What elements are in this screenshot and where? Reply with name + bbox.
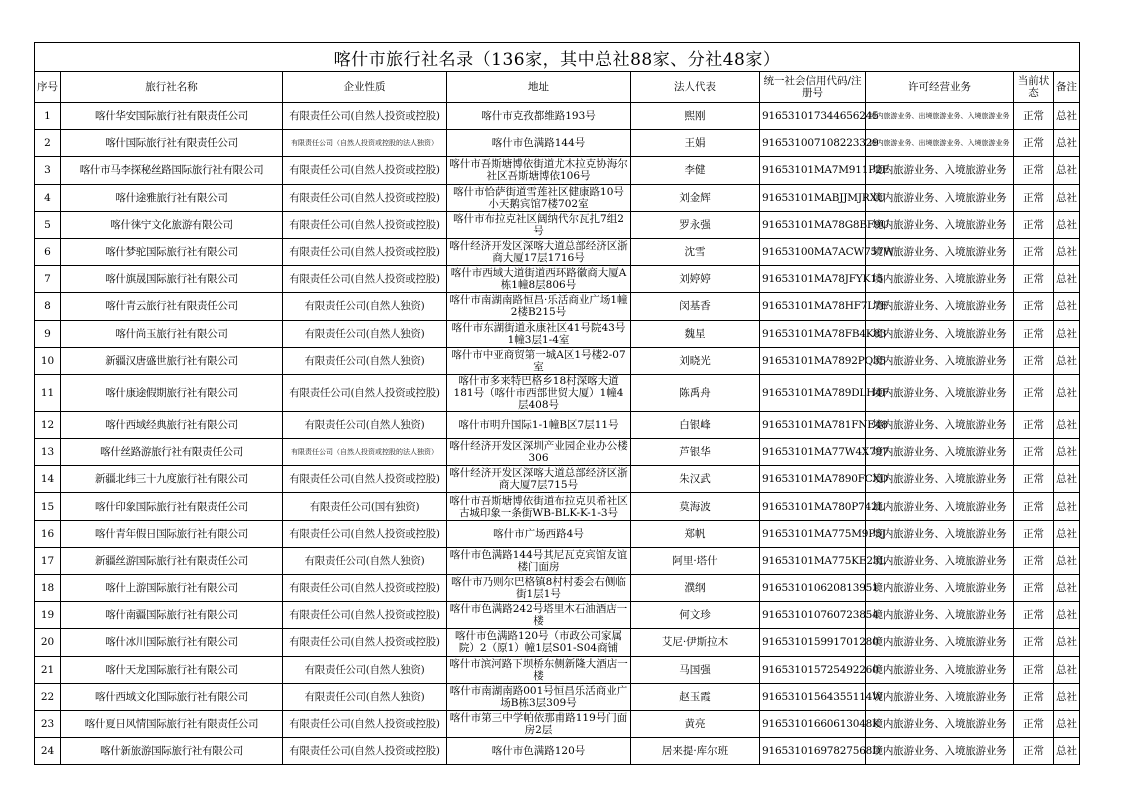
enterprise-type-cell: 有限责任公司(自然人投资或控股) bbox=[283, 602, 447, 629]
table-row bbox=[35, 683, 1080, 710]
table-row bbox=[35, 656, 1080, 683]
enterprise-type-cell: 有限责任公司(自然人投资或控股) bbox=[283, 266, 447, 293]
legal-representative-cell: 何文珍 bbox=[631, 602, 760, 629]
business-scope-cell: 境内旅游业务、入境旅游业务 bbox=[866, 211, 1014, 238]
table-row bbox=[35, 293, 1080, 320]
address-cell: 喀什市明升国际1-1幢B区7层11号 bbox=[447, 411, 631, 438]
business-scope-cell: 境内旅游业务、入境旅游业务 bbox=[866, 238, 1014, 265]
business-scope-cell: 境内旅游业务、出境旅游业务、入境旅游业务 bbox=[866, 130, 1014, 157]
business-scope-cell: 境内旅游业务、入境旅游业务 bbox=[866, 710, 1014, 737]
agency-name-cell: 喀什青年假日国际旅行社有限公司 bbox=[61, 520, 283, 547]
enterprise-type-cell: 有限责任公司(自然人独资) bbox=[283, 347, 447, 374]
agency-name-cell: 喀什梦驼国际旅行社有限公司 bbox=[61, 238, 283, 265]
row-number-cell: 6 bbox=[35, 238, 61, 265]
status-cell: 正常 bbox=[1014, 347, 1054, 374]
row-number-cell: 2 bbox=[35, 130, 61, 157]
agency-name-cell: 喀什青云旅行社有限责任公司 bbox=[61, 293, 283, 320]
business-scope-cell: 境内旅游业务、入境旅游业务 bbox=[866, 602, 1014, 629]
address-cell: 喀什市色满路242号塔里木石油酒店一楼 bbox=[447, 602, 631, 629]
address-cell: 喀什市南湖南路001号恒昌乐活商业广场B栋3层309号 bbox=[447, 683, 631, 710]
credit-code-cell: 91653101MA78FB4K83 bbox=[760, 320, 866, 347]
row-number-cell: 4 bbox=[35, 184, 61, 211]
legal-representative-cell: 濮纲 bbox=[631, 575, 760, 602]
agency-name-cell: 喀什西域经典旅行社有限公司 bbox=[61, 411, 283, 438]
agency-name-cell: 新疆汉唐盛世旅行社有限公司 bbox=[61, 347, 283, 374]
table-row bbox=[35, 266, 1080, 293]
legal-representative-cell: 芦银华 bbox=[631, 439, 760, 466]
status-cell: 正常 bbox=[1014, 320, 1054, 347]
credit-code-cell: 916531015991701280 bbox=[760, 629, 866, 656]
enterprise-type-cell: 有限责任公司(自然人投资或控股) bbox=[283, 157, 447, 184]
address-cell: 喀什市色满路120号（市政公司家属院）2（原1）幢1层S01-S04商铺 bbox=[447, 629, 631, 656]
remark-cell: 总社 bbox=[1054, 266, 1080, 293]
table-row bbox=[35, 602, 1080, 629]
credit-code-cell: 91653101MA78HF7L7E bbox=[760, 293, 866, 320]
legal-representative-cell: 罗永强 bbox=[631, 211, 760, 238]
table-row bbox=[35, 439, 1080, 466]
legal-representative-cell: 陈禹舟 bbox=[631, 374, 760, 411]
address-cell: 喀什市色满路144号其尼瓦克宾馆友谊楼门面房 bbox=[447, 547, 631, 574]
row-number-cell: 18 bbox=[35, 575, 61, 602]
legal-representative-cell: 艾尼·伊斯拉木 bbox=[631, 629, 760, 656]
status-cell: 正常 bbox=[1014, 493, 1054, 520]
row-number-cell: 22 bbox=[35, 683, 61, 710]
row-number-cell: 24 bbox=[35, 738, 61, 765]
agency-name-cell: 喀什南疆国际旅行社有限公司 bbox=[61, 602, 283, 629]
address-cell: 喀什市滨河路下坝桥东侧新隆大酒店一楼 bbox=[447, 656, 631, 683]
agency-name-cell: 喀什途雅旅行社有限公司 bbox=[61, 184, 283, 211]
table-row bbox=[35, 629, 1080, 656]
legal-representative-cell: 闵基香 bbox=[631, 293, 760, 320]
table-row bbox=[35, 411, 1080, 438]
remark-cell: 总社 bbox=[1054, 293, 1080, 320]
business-scope-cell: 境内旅游业务、入境旅游业务 bbox=[866, 575, 1014, 602]
status-cell: 正常 bbox=[1014, 130, 1054, 157]
business-scope-cell: 境内旅游业务、入境旅游业务 bbox=[866, 439, 1014, 466]
business-scope-cell: 境内旅游业务、入境旅游业务 bbox=[866, 320, 1014, 347]
business-scope-cell: 境内旅游业务、入境旅游业务 bbox=[866, 184, 1014, 211]
table-row bbox=[35, 466, 1080, 493]
status-cell: 正常 bbox=[1014, 211, 1054, 238]
status-cell: 正常 bbox=[1014, 266, 1054, 293]
status-cell: 正常 bbox=[1014, 575, 1054, 602]
business-scope-cell: 境内旅游业务、入境旅游业务 bbox=[866, 266, 1014, 293]
credit-code-cell: 916531015725492260 bbox=[760, 656, 866, 683]
enterprise-type-cell: 有限责任公司(自然人投资或控股) bbox=[283, 738, 447, 765]
legal-representative-cell: 马国强 bbox=[631, 656, 760, 683]
enterprise-type-cell: 有限责任公司(自然人独资) bbox=[283, 547, 447, 574]
status-cell: 正常 bbox=[1014, 710, 1054, 737]
table-row bbox=[35, 320, 1080, 347]
enterprise-type-cell: 有限责任公司(自然人独资) bbox=[283, 683, 447, 710]
table-row bbox=[35, 211, 1080, 238]
status-cell: 正常 bbox=[1014, 602, 1054, 629]
header-rep: 法人代表 bbox=[631, 72, 760, 103]
legal-representative-cell: 朱汉武 bbox=[631, 466, 760, 493]
status-cell: 正常 bbox=[1014, 238, 1054, 265]
remark-cell: 总社 bbox=[1054, 710, 1080, 737]
business-scope-cell: 境内旅游业务、入境旅游业务 bbox=[866, 683, 1014, 710]
table-row bbox=[35, 520, 1080, 547]
row-number-cell: 1 bbox=[35, 103, 61, 130]
row-number-cell: 23 bbox=[35, 710, 61, 737]
table-row bbox=[35, 130, 1080, 157]
status-cell: 正常 bbox=[1014, 683, 1054, 710]
row-number-cell: 19 bbox=[35, 602, 61, 629]
legal-representative-cell: 刘晓光 bbox=[631, 347, 760, 374]
status-cell: 正常 bbox=[1014, 103, 1054, 130]
agency-name-cell: 喀什华安国际旅行社有限责任公司 bbox=[61, 103, 283, 130]
table-row bbox=[35, 184, 1080, 211]
status-cell: 正常 bbox=[1014, 374, 1054, 411]
credit-code-cell: 91653101697827568D bbox=[760, 738, 866, 765]
legal-representative-cell: 阿里·塔什 bbox=[631, 547, 760, 574]
remark-cell: 总社 bbox=[1054, 320, 1080, 347]
table-row bbox=[35, 157, 1080, 184]
row-number-cell: 21 bbox=[35, 656, 61, 683]
agency-name-cell: 喀什市马李探秘丝路国际旅行社有限公司 bbox=[61, 157, 283, 184]
remark-cell: 总社 bbox=[1054, 547, 1080, 574]
agency-name-cell: 新疆丝游国际旅行社有限责任公司 bbox=[61, 547, 283, 574]
address-cell: 喀什市东湖街道永康社区41号院43号1幢3层1-4室 bbox=[447, 320, 631, 347]
agency-name-cell: 喀什徕宁文化旅游有限公司 bbox=[61, 211, 283, 238]
enterprise-type-cell: 有限责任公司(自然人投资或控股) bbox=[283, 575, 447, 602]
credit-code-cell: 916531007108223329 bbox=[760, 130, 866, 157]
remark-cell: 总社 bbox=[1054, 411, 1080, 438]
status-cell: 正常 bbox=[1014, 629, 1054, 656]
address-cell: 喀什市广场西路4号 bbox=[447, 520, 631, 547]
header-scope: 许可经营业务 bbox=[866, 72, 1014, 103]
status-cell: 正常 bbox=[1014, 656, 1054, 683]
agency-name-cell: 喀什丝路游旅行社有限责任公司 bbox=[61, 439, 283, 466]
address-cell: 喀什经济开发区深喀大道总部经济区浙商大厦17层1716号 bbox=[447, 238, 631, 265]
remark-cell: 总社 bbox=[1054, 347, 1080, 374]
address-cell: 喀什市吾斯塘博依街道布拉克贝希社区古城印象一条街WB-BLK-K-1-3号 bbox=[447, 493, 631, 520]
enterprise-type-cell: 有限责任公司(自然人投资或控股) bbox=[283, 184, 447, 211]
agency-name-cell: 喀什夏日风情国际旅行社有限责任公司 bbox=[61, 710, 283, 737]
page-title: 喀什市旅行社名录（136家，其中总社88家、分社48家） bbox=[35, 43, 1080, 72]
address-cell: 喀什经济开发区深圳产业园企业办公楼306 bbox=[447, 439, 631, 466]
row-number-cell: 3 bbox=[35, 157, 61, 184]
address-cell: 喀什市恰萨街道雪莲社区健康路10号小天鹅宾馆7楼702室 bbox=[447, 184, 631, 211]
credit-code-cell: 91653101MA77W4X797 bbox=[760, 439, 866, 466]
remark-cell: 总社 bbox=[1054, 493, 1080, 520]
enterprise-type-cell: 有限责任公司(自然人投资或控股) bbox=[283, 629, 447, 656]
agency-name-cell: 喀什尚玉旅行社有限公司 bbox=[61, 320, 283, 347]
header-status: 当前状态 bbox=[1014, 72, 1054, 103]
agency-name-cell: 喀什天龙国际旅行社有限公司 bbox=[61, 656, 283, 683]
address-cell: 喀什市南湖南路恒昌·乐活商业广场1幢2楼B215号 bbox=[447, 293, 631, 320]
enterprise-type-cell: 有限责任公司(自然人投资或控股) bbox=[283, 520, 447, 547]
header-no: 序号 bbox=[35, 72, 61, 103]
enterprise-type-cell: 有限责任公司(自然人独资) bbox=[283, 656, 447, 683]
row-number-cell: 20 bbox=[35, 629, 61, 656]
credit-code-cell: 916531010620813951 bbox=[760, 575, 866, 602]
remark-cell: 总社 bbox=[1054, 184, 1080, 211]
credit-code-cell: 91653101MA775M9P5J bbox=[760, 520, 866, 547]
address-cell: 喀什市西域大道街道西环路徽商大厦A栋1幢8层806号 bbox=[447, 266, 631, 293]
row-number-cell: 10 bbox=[35, 347, 61, 374]
business-scope-cell: 境内旅游业务、入境旅游业务 bbox=[866, 520, 1014, 547]
credit-code-cell: 916531017344656245 bbox=[760, 103, 866, 130]
table-row bbox=[35, 238, 1080, 265]
enterprise-type-cell: 有限责任公司(自然人独资) bbox=[283, 293, 447, 320]
table-body bbox=[35, 103, 1080, 765]
remark-cell: 总社 bbox=[1054, 211, 1080, 238]
row-number-cell: 9 bbox=[35, 320, 61, 347]
row-number-cell: 16 bbox=[35, 520, 61, 547]
business-scope-cell: 境内旅游业务、入境旅游业务 bbox=[866, 656, 1014, 683]
address-cell: 喀什市克孜都维路193号 bbox=[447, 103, 631, 130]
business-scope-cell: 境内旅游业务、入境旅游业务 bbox=[866, 629, 1014, 656]
header-code: 统一社会信用代码/注册号 bbox=[760, 72, 866, 103]
enterprise-type-cell: 有限责任公司(自然人投资或控股) bbox=[283, 238, 447, 265]
credit-code-cell: 91653101MA78JFYK15 bbox=[760, 266, 866, 293]
status-cell: 正常 bbox=[1014, 411, 1054, 438]
address-cell: 喀什市色满路144号 bbox=[447, 130, 631, 157]
row-number-cell: 14 bbox=[35, 466, 61, 493]
agency-name-cell: 喀什旗晟国际旅行社有限公司 bbox=[61, 266, 283, 293]
legal-representative-cell: 刘金辉 bbox=[631, 184, 760, 211]
legal-representative-cell: 李健 bbox=[631, 157, 760, 184]
remark-cell: 总社 bbox=[1054, 157, 1080, 184]
row-number-cell: 13 bbox=[35, 439, 61, 466]
legal-representative-cell: 郑帆 bbox=[631, 520, 760, 547]
enterprise-type-cell: 有限责任公司(自然人投资或控股) bbox=[283, 374, 447, 411]
agency-name-cell: 新疆北纬三十九度旅行社有限公司 bbox=[61, 466, 283, 493]
credit-code-cell: 91653101MA780P742L bbox=[760, 493, 866, 520]
remark-cell: 总社 bbox=[1054, 466, 1080, 493]
legal-representative-cell: 沈雪 bbox=[631, 238, 760, 265]
agency-name-cell: 喀什西域文化国际旅行社有限公司 bbox=[61, 683, 283, 710]
business-scope-cell: 境内旅游业务、入境旅游业务 bbox=[866, 738, 1014, 765]
credit-code-cell: 91653101MA7M911P2E bbox=[760, 157, 866, 184]
status-cell: 正常 bbox=[1014, 520, 1054, 547]
business-scope-cell: 境内旅游业务、入境旅游业务 bbox=[866, 411, 1014, 438]
status-cell: 正常 bbox=[1014, 547, 1054, 574]
row-number-cell: 8 bbox=[35, 293, 61, 320]
enterprise-type-cell: 有限责任公司(自然人投资或控股) bbox=[283, 466, 447, 493]
remark-cell: 总社 bbox=[1054, 602, 1080, 629]
remark-cell: 总社 bbox=[1054, 374, 1080, 411]
row-number-cell: 17 bbox=[35, 547, 61, 574]
address-cell: 喀什经济开发区深喀大道总部经济区浙商大厦7层715号 bbox=[447, 466, 631, 493]
credit-code-cell: 91653101MA775KE23L bbox=[760, 547, 866, 574]
address-cell: 喀什市色满路120号 bbox=[447, 738, 631, 765]
agency-name-cell: 喀什康途假期旅行社有限公司 bbox=[61, 374, 283, 411]
status-cell: 正常 bbox=[1014, 293, 1054, 320]
legal-representative-cell: 居来提·库尔班 bbox=[631, 738, 760, 765]
remark-cell: 总社 bbox=[1054, 656, 1080, 683]
header-row bbox=[35, 72, 1080, 103]
credit-code-cell: 91653101MA7890FCXD bbox=[760, 466, 866, 493]
table-row bbox=[35, 575, 1080, 602]
address-cell: 喀什市多来特巴格乡18村深喀大道181号（喀什市西部世贸大厦）1幢4层408号 bbox=[447, 374, 631, 411]
business-scope-cell: 境内旅游业务、入境旅游业务 bbox=[866, 374, 1014, 411]
legal-representative-cell: 刘婷婷 bbox=[631, 266, 760, 293]
address-cell: 喀什市布拉克社区阔纳代尔瓦扎7组2号 bbox=[447, 211, 631, 238]
header-address: 地址 bbox=[447, 72, 631, 103]
row-number-cell: 7 bbox=[35, 266, 61, 293]
enterprise-type-cell: 有限责任公司(自然人投资或控股) bbox=[283, 211, 447, 238]
header-type: 企业性质 bbox=[283, 72, 447, 103]
status-cell: 正常 bbox=[1014, 738, 1054, 765]
directory-sheet bbox=[34, 42, 1079, 765]
enterprise-type-cell: 有限责任公司(国有独资) bbox=[283, 493, 447, 520]
enterprise-type-cell: 有限责任公司（自然人投资或控股的法人独资） bbox=[283, 439, 447, 466]
credit-code-cell: 91653100MA7ACW757W bbox=[760, 238, 866, 265]
credit-code-cell: 91653101MA78G8BF9U bbox=[760, 211, 866, 238]
credit-code-cell: 91653101MA789DLH4F bbox=[760, 374, 866, 411]
address-cell: 喀什市吾斯塘博依街道尤木拉克协海尔社区吾斯塘博依106号 bbox=[447, 157, 631, 184]
remark-cell: 总社 bbox=[1054, 575, 1080, 602]
business-scope-cell: 境内旅游业务、入境旅游业务 bbox=[866, 157, 1014, 184]
agency-name-cell: 喀什冰川国际旅行社有限公司 bbox=[61, 629, 283, 656]
table-row bbox=[35, 710, 1080, 737]
remark-cell: 总社 bbox=[1054, 130, 1080, 157]
status-cell: 正常 bbox=[1014, 157, 1054, 184]
credit-code-cell: 91653101660613048K bbox=[760, 710, 866, 737]
legal-representative-cell: 莫海波 bbox=[631, 493, 760, 520]
legal-representative-cell: 赵玉霞 bbox=[631, 683, 760, 710]
enterprise-type-cell: 有限责任公司(自然人投资或控股) bbox=[283, 710, 447, 737]
status-cell: 正常 bbox=[1014, 184, 1054, 211]
credit-code-cell: 91653101MABJJMJRXU bbox=[760, 184, 866, 211]
address-cell: 喀什市乃则尔巴格镇8村村委会右侧临街1层1号 bbox=[447, 575, 631, 602]
header-name: 旅行社名称 bbox=[61, 72, 283, 103]
business-scope-cell: 境内旅游业务、入境旅游业务 bbox=[866, 347, 1014, 374]
credit-code-cell: 91653101564355114W bbox=[760, 683, 866, 710]
agency-name-cell: 喀什印象国际旅行社有限责任公司 bbox=[61, 493, 283, 520]
row-number-cell: 15 bbox=[35, 493, 61, 520]
legal-representative-cell: 黄亮 bbox=[631, 710, 760, 737]
enterprise-type-cell: 有限责任公司（自然人投资或控股的法人独资） bbox=[283, 130, 447, 157]
remark-cell: 总社 bbox=[1054, 683, 1080, 710]
enterprise-type-cell: 有限责任公司(自然人投资或控股) bbox=[283, 103, 447, 130]
credit-code-cell: 916531010760723854 bbox=[760, 602, 866, 629]
business-scope-cell: 境内旅游业务、入境旅游业务 bbox=[866, 466, 1014, 493]
status-cell: 正常 bbox=[1014, 439, 1054, 466]
remark-cell: 总社 bbox=[1054, 629, 1080, 656]
enterprise-type-cell: 有限责任公司(自然人独资) bbox=[283, 320, 447, 347]
table-row bbox=[35, 547, 1080, 574]
table-row bbox=[35, 103, 1080, 130]
table-row bbox=[35, 738, 1080, 765]
remark-cell: 总社 bbox=[1054, 520, 1080, 547]
travel-agency-table bbox=[34, 42, 1080, 765]
legal-representative-cell: 熙刚 bbox=[631, 103, 760, 130]
credit-code-cell: 91653101MA7892PQ35 bbox=[760, 347, 866, 374]
remark-cell: 总社 bbox=[1054, 738, 1080, 765]
legal-representative-cell: 魏星 bbox=[631, 320, 760, 347]
remark-cell: 总社 bbox=[1054, 439, 1080, 466]
legal-representative-cell: 王娟 bbox=[631, 130, 760, 157]
agency-name-cell: 喀什上游国际旅行社有限公司 bbox=[61, 575, 283, 602]
row-number-cell: 5 bbox=[35, 211, 61, 238]
status-cell: 正常 bbox=[1014, 466, 1054, 493]
business-scope-cell: 境内旅游业务、入境旅游业务 bbox=[866, 493, 1014, 520]
header-note: 备注 bbox=[1054, 72, 1080, 103]
address-cell: 喀什市中亚商贸第一城A区1号楼2-07室 bbox=[447, 347, 631, 374]
row-number-cell: 11 bbox=[35, 374, 61, 411]
remark-cell: 总社 bbox=[1054, 238, 1080, 265]
table-row bbox=[35, 493, 1080, 520]
table-row bbox=[35, 347, 1080, 374]
legal-representative-cell: 白银峰 bbox=[631, 411, 760, 438]
business-scope-cell: 境内旅游业务、入境旅游业务 bbox=[866, 293, 1014, 320]
enterprise-type-cell: 有限责任公司(自然人独资) bbox=[283, 411, 447, 438]
table-row bbox=[35, 374, 1080, 411]
business-scope-cell: 境内旅游业务、出境旅游业务、入境旅游业务 bbox=[866, 103, 1014, 130]
remark-cell: 总社 bbox=[1054, 103, 1080, 130]
agency-name-cell: 喀什新旅游国际旅行社有限公司 bbox=[61, 738, 283, 765]
agency-name-cell: 喀什国际旅行社有限责任公司 bbox=[61, 130, 283, 157]
row-number-cell: 12 bbox=[35, 411, 61, 438]
business-scope-cell: 境内旅游业务、入境旅游业务 bbox=[866, 547, 1014, 574]
credit-code-cell: 91653101MA781FNE48 bbox=[760, 411, 866, 438]
address-cell: 喀什市第三中学帕依那甫路119号门面房2层 bbox=[447, 710, 631, 737]
